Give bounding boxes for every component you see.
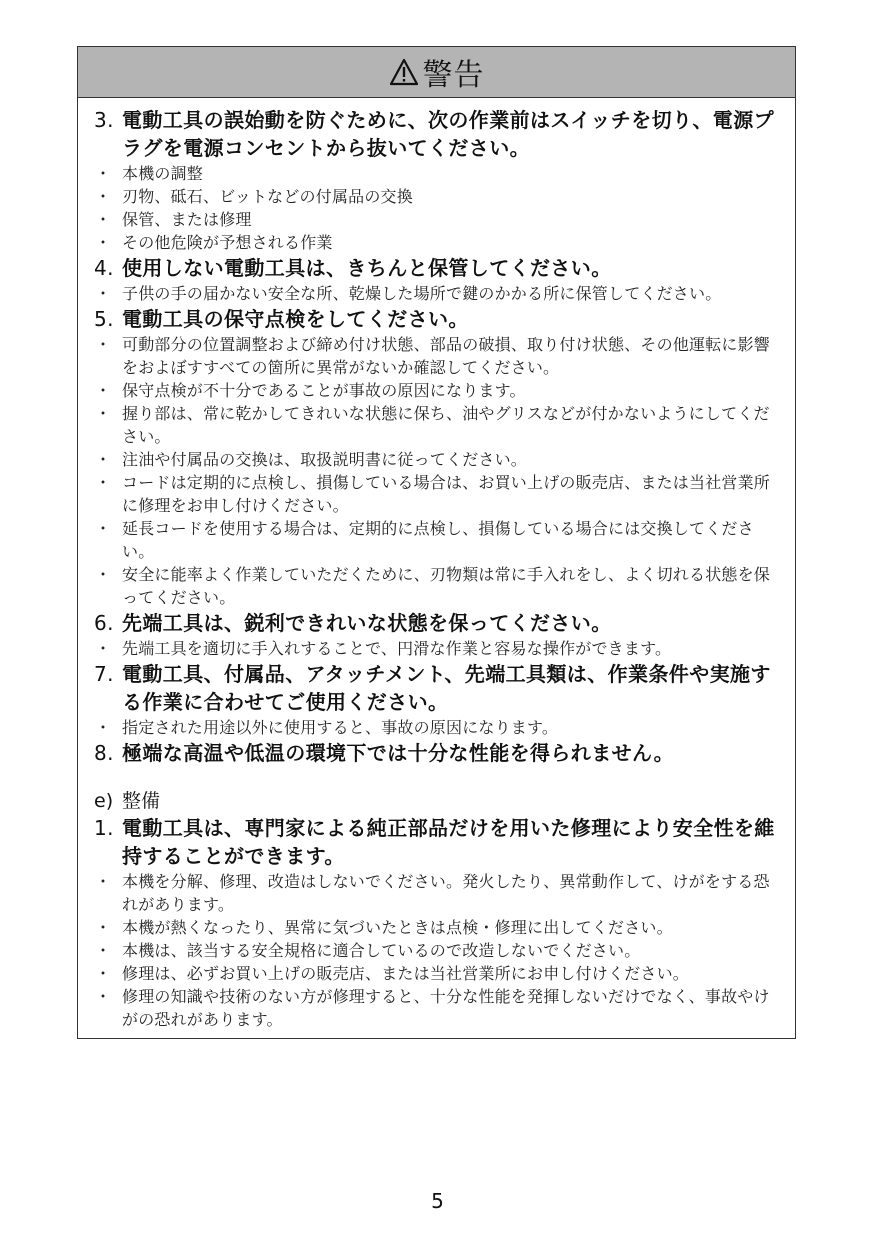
- item-number: 4.: [94, 256, 114, 280]
- item-text: 先端工具は、鋭利できれいな状態を保ってください。: [122, 611, 612, 635]
- warning-header: [78, 47, 795, 98]
- warning-title: 警告: [422, 58, 485, 93]
- item-heading: [94, 305, 777, 333]
- bullet-item: [94, 985, 777, 1031]
- bullet-mark: ・: [95, 987, 112, 1006]
- bullet-text: 握り部は、常に乾かしてきれいな状態に保ち、油やグリスなどが付かないようにしてください。: [122, 404, 770, 446]
- item-heading: [94, 814, 777, 870]
- bullet-mark: ・: [95, 164, 112, 183]
- bullet-text: 本機が熱くなったり、異常に気づいたときは点検・修理に出してください。: [122, 918, 673, 937]
- bullet-item: [94, 517, 777, 563]
- bullet-item: [94, 962, 777, 985]
- bullet-item: [94, 448, 777, 471]
- bullet-text: 安全に能率よく作業していただくために、刃物類は常に手入れをし、よく切れる状態を保ってください。: [122, 565, 771, 607]
- item-text: 電動工具の保守点検をしてください。: [122, 307, 469, 331]
- bullet-item: [94, 231, 777, 254]
- page-number: 5: [431, 1189, 444, 1213]
- bullet-mark: ・: [95, 964, 112, 983]
- bullet-mark: ・: [95, 941, 112, 960]
- bullet-mark: ・: [95, 872, 112, 891]
- section-spacer: [94, 767, 777, 788]
- item-text: 使用しない電動工具は、きちんと保管してください。: [122, 256, 612, 280]
- bullet-text: 指定された用途以外に使用すると、事故の原因になります。: [122, 718, 559, 737]
- item-text: 極端な高温や低温の環境下では十分な性能を得られません。: [122, 741, 674, 765]
- section-e-title: [94, 788, 777, 814]
- bullet-mark: ・: [95, 718, 112, 737]
- item-heading: [94, 739, 777, 767]
- bullet-mark: ・: [95, 639, 112, 658]
- bullet-item: [94, 939, 777, 962]
- bullet-text: 修理は、必ずお買い上げの販売店、または当社営業所にお申し付けください。: [122, 964, 690, 983]
- bullet-item: [94, 471, 777, 517]
- item-text: 電動工具は、専門家による純正部品だけを用いた修理により安全性を維持することができます。: [122, 816, 775, 868]
- item-number: 6.: [94, 611, 114, 635]
- bullet-text: 延長コードを使用する場合は、定期的に点検し、損傷している場合には交換してください。: [122, 519, 754, 561]
- warning-triangle-icon: [389, 58, 419, 86]
- item-heading: [94, 660, 777, 716]
- bullet-item: [94, 916, 777, 939]
- bullet-item: [94, 563, 777, 609]
- warning-box: [77, 46, 796, 1039]
- item-number: 7.: [94, 662, 114, 686]
- bullet-mark: ・: [95, 381, 112, 400]
- section-e-name: 整備: [122, 790, 161, 812]
- bullet-item: [94, 162, 777, 185]
- bullet-text: 保守点検が不十分であることが事故の原因になります。: [122, 381, 526, 400]
- item-number: 5.: [94, 307, 114, 331]
- bullet-text: コードは定期的に点検し、損傷している場合は、お買い上げの販売店、または当社営業所に修理をお申し付けください。: [122, 473, 771, 515]
- item-text: 電動工具、付属品、アタッチメント、先端工具類は、作業条件や実施する作業に合わせてご使用ください。: [122, 662, 771, 714]
- bullet-text: 子供の手の届かない安全な所、乾燥した場所で鍵のかかる所に保管してください。: [122, 284, 722, 303]
- bullet-text: 本機の調整: [122, 164, 204, 183]
- bullet-text: 保管、または修理: [122, 210, 252, 229]
- bullet-item: [94, 637, 777, 660]
- item-text: 電動工具の誤始動を防ぐために、次の作業前はスイッチを切り、電源プラグを電源コンセントから抜いてください。: [122, 108, 774, 160]
- bullet-text: 刃物、砥石、ビットなどの付属品の交換: [122, 187, 413, 206]
- bullet-text: 本機は、該当する安全規格に適合しているので改造しないでください。: [122, 941, 641, 960]
- item-number: 3.: [94, 108, 114, 132]
- bullet-mark: ・: [95, 210, 112, 229]
- item-heading: [94, 254, 777, 282]
- section-e-label: e): [94, 790, 114, 812]
- bullet-mark: ・: [95, 187, 112, 206]
- item-number: 8.: [94, 741, 114, 765]
- bullet-mark: ・: [95, 450, 112, 469]
- bullet-mark: ・: [95, 404, 112, 423]
- bullet-item: [94, 379, 777, 402]
- bullet-text: 注油や付属品の交換は、取扱説明書に従ってください。: [122, 450, 528, 469]
- bullet-text: 可動部分の位置調整および締め付け状態、部品の破損、取り付け状態、その他運転に影響をおよぼすすべての箇所に異常がないか確認してください。: [122, 335, 771, 377]
- bullet-item: [94, 185, 777, 208]
- bullet-text: 修理の知識や技術のない方が修理すると、十分な性能を発揮しないだけでなく、事故やけがの恐れがあります。: [122, 987, 770, 1029]
- bullet-mark: ・: [95, 565, 112, 584]
- bullet-text: 本機を分解、修理、改造はしないでください。発火したり、異常動作して、けがをする恐れがあります。: [122, 872, 770, 914]
- bullet-text: その他危険が予想される作業: [122, 233, 333, 252]
- item-heading: [94, 609, 777, 637]
- bullet-mark: ・: [95, 233, 112, 252]
- bullet-item: [94, 333, 777, 379]
- warning-content: [78, 98, 795, 1031]
- item-number: 1.: [94, 816, 114, 840]
- bullet-mark: ・: [95, 473, 112, 492]
- bullet-item: [94, 402, 777, 448]
- bullet-item: [94, 870, 777, 916]
- bullet-text: 先端工具を適切に手入れすることで、円滑な作業と容易な操作ができます。: [122, 639, 672, 658]
- bullet-mark: ・: [95, 918, 112, 937]
- item-heading: [94, 106, 777, 162]
- bullet-item: [94, 716, 777, 739]
- bullet-item: [94, 282, 777, 305]
- bullet-mark: ・: [95, 284, 112, 303]
- bullet-mark: ・: [95, 335, 112, 354]
- bullet-mark: ・: [95, 519, 112, 538]
- bullet-item: [94, 208, 777, 231]
